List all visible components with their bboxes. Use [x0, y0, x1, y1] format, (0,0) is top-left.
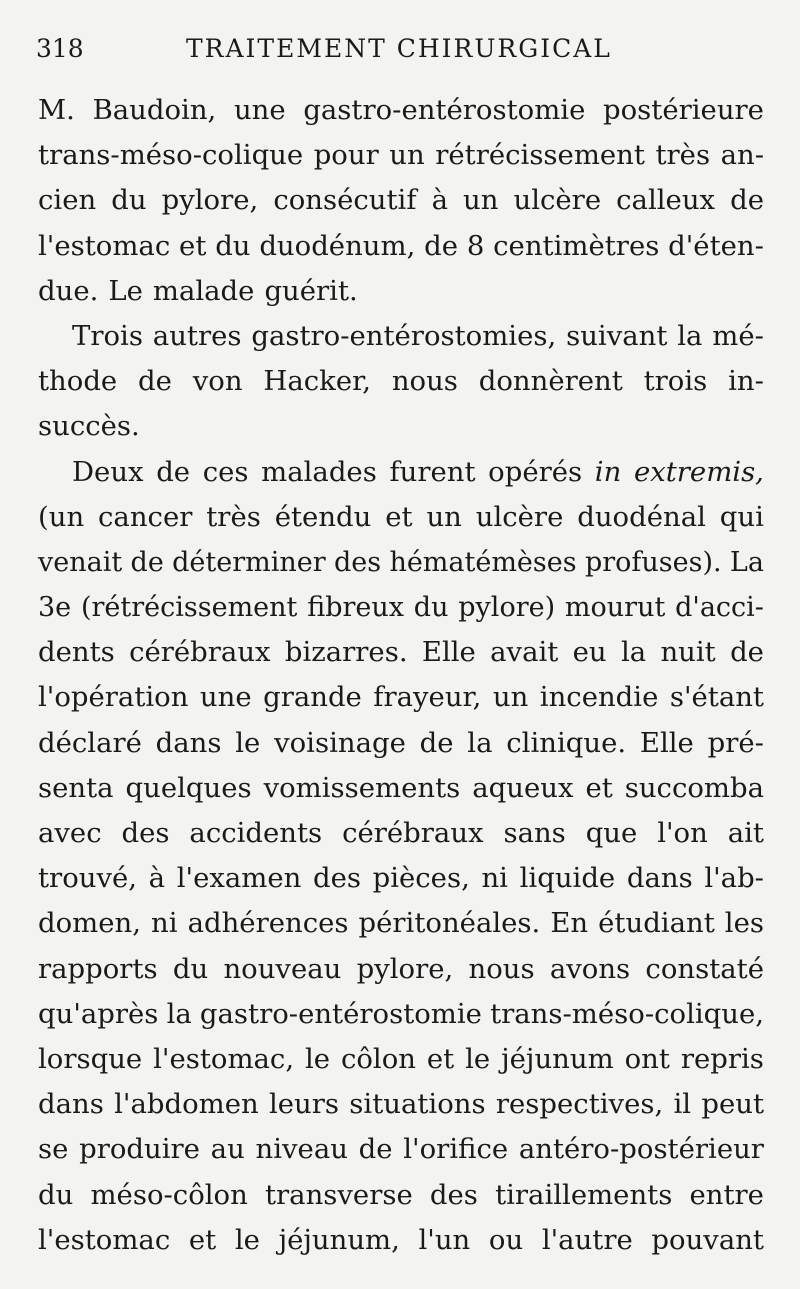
word: le — [234, 1223, 260, 1256]
word: nouveau — [223, 952, 342, 985]
word: ont — [624, 1042, 670, 1075]
word: l'opération — [38, 681, 189, 714]
word: une — [233, 94, 286, 126]
word: l'estomac, — [153, 1042, 295, 1075]
word: thode — [38, 365, 118, 398]
word: mé- — [712, 319, 764, 352]
word: domen, — [38, 907, 141, 940]
word: gastro-entérostomie — [303, 94, 586, 126]
word: ou — [488, 1223, 524, 1256]
word: de — [730, 184, 764, 217]
word: profuses). — [584, 546, 722, 578]
text-line — [38, 721, 764, 766]
word: entre — [689, 1178, 764, 1211]
word: déclaré — [38, 726, 142, 759]
word: l'examen — [176, 862, 302, 895]
text-line — [38, 1218, 764, 1263]
word: qui — [719, 500, 764, 533]
word: liquide — [519, 862, 616, 895]
word: d'éten- — [668, 229, 764, 262]
word: de — [156, 455, 191, 488]
word: venait — [38, 546, 123, 578]
word: avait — [490, 636, 559, 669]
word: Deux — [72, 455, 144, 488]
word: mourut — [564, 592, 666, 624]
word: et — [585, 771, 613, 804]
word: transverse — [264, 1178, 413, 1211]
text-line — [38, 1173, 764, 1218]
word: 3e — [38, 592, 72, 624]
word: dans — [38, 1088, 104, 1121]
word: donnèrent — [478, 365, 623, 398]
word: repris — [680, 1042, 764, 1075]
word: incendie — [539, 681, 659, 714]
text-line — [38, 856, 764, 901]
text-line — [38, 404, 764, 449]
word: von — [192, 365, 243, 398]
text-line — [38, 540, 764, 585]
word: de — [730, 636, 764, 669]
word: nous — [391, 365, 458, 398]
word: postérieure — [603, 94, 764, 126]
text-line — [38, 585, 764, 630]
word: pour — [313, 139, 379, 172]
text-line — [38, 495, 764, 540]
text-line — [38, 1082, 764, 1127]
word: vomissements — [263, 771, 461, 804]
word: trois — [643, 365, 708, 398]
word: de — [424, 229, 459, 262]
word: voisinage — [274, 726, 406, 759]
word: au — [210, 1133, 245, 1166]
word: les — [724, 907, 764, 940]
word: pylore) — [458, 592, 556, 624]
word: ait — [727, 817, 764, 849]
word: bizarres. — [284, 636, 408, 669]
word: de — [130, 546, 164, 578]
word: frayeur, — [373, 681, 482, 714]
word: étendu — [274, 500, 372, 533]
word: centimètres — [493, 229, 660, 262]
word: de — [138, 365, 172, 398]
word: grande — [263, 681, 362, 714]
word: dans — [155, 726, 222, 759]
word: succomba — [624, 771, 764, 804]
word: duodénum, — [259, 229, 416, 262]
word: M. — [38, 94, 75, 126]
word: nous — [468, 952, 535, 985]
word: antéro-postérieur — [518, 1133, 764, 1166]
page-number: 318 — [36, 34, 84, 63]
word: côlon — [340, 1042, 416, 1075]
word: Hacker, — [263, 365, 371, 398]
word: respectives, — [495, 1088, 664, 1121]
word: cérébraux — [342, 817, 484, 849]
word: méso-côlon — [90, 1178, 248, 1211]
word: ulcère — [475, 500, 564, 533]
word: pylore, — [161, 184, 259, 217]
word: senta — [38, 771, 114, 804]
word: Elle — [421, 636, 476, 669]
word: s'étant — [669, 681, 764, 714]
word: un — [426, 500, 462, 533]
text-line — [38, 88, 764, 133]
word: adhérences — [187, 907, 349, 940]
word: opérés — [488, 455, 583, 488]
word: guérit. — [264, 274, 358, 307]
word: que — [585, 817, 638, 849]
word: des — [312, 862, 361, 895]
text-line — [38, 992, 764, 1037]
word: jéjunum — [501, 1042, 614, 1075]
word: une — [199, 681, 252, 714]
word: étudiant — [598, 907, 715, 940]
word: Baudoin, — [92, 94, 217, 126]
word: ces — [202, 455, 249, 488]
word: cancer — [98, 500, 193, 533]
word: (rétrécissement — [80, 592, 298, 624]
word: d'acci- — [675, 592, 764, 624]
word: et — [188, 1223, 217, 1256]
word: péritonéales. — [358, 907, 541, 940]
word: Elle — [639, 726, 694, 759]
word: un — [492, 681, 529, 714]
word: jéjunum, — [278, 1223, 400, 1256]
word: un — [389, 139, 425, 172]
text-line — [38, 1127, 764, 1172]
word: ni — [481, 862, 508, 895]
text-line — [38, 947, 764, 992]
word: l'un — [418, 1223, 471, 1256]
word: avons — [549, 952, 631, 985]
word: déterminer — [172, 546, 326, 578]
word: calleux — [616, 184, 716, 217]
word: produire — [79, 1133, 200, 1166]
word: et — [179, 229, 207, 262]
word: des — [121, 817, 170, 849]
word: situations — [349, 1088, 486, 1121]
word: des — [333, 546, 382, 578]
text-line — [38, 224, 764, 269]
word: à — [431, 184, 448, 217]
word: rapports — [38, 952, 158, 985]
word: gastro-entérostomie — [199, 997, 482, 1030]
word: succès. — [38, 410, 140, 443]
word: l'on — [657, 817, 708, 849]
word: Trois — [72, 319, 143, 352]
word: la — [677, 319, 703, 352]
word: le — [465, 1042, 491, 1075]
word: consécutif — [273, 184, 417, 217]
word: suivant — [566, 319, 668, 352]
word: in- — [728, 365, 764, 398]
word: malades — [261, 455, 377, 488]
word: l'estomac — [38, 1223, 171, 1256]
word: très — [655, 139, 711, 172]
text-line — [38, 314, 764, 359]
word: du — [413, 592, 449, 624]
word: du — [111, 184, 147, 217]
word: l'abdomen — [114, 1088, 259, 1121]
word: eu — [572, 636, 607, 669]
word: tiraillements — [495, 1178, 673, 1211]
word: et — [426, 1042, 455, 1075]
word: l'estomac — [38, 229, 171, 262]
word: trouvé, — [38, 862, 138, 895]
word: il — [673, 1088, 692, 1121]
word: due. — [38, 274, 99, 307]
text-line — [38, 901, 764, 946]
word: En — [550, 907, 589, 940]
word: un — [463, 184, 499, 217]
text-line — [38, 675, 764, 720]
word: quelques — [125, 771, 252, 804]
word: constaté — [645, 952, 764, 985]
word: le — [235, 726, 261, 759]
word: l'ab- — [704, 862, 764, 895]
text-line — [38, 269, 764, 314]
word: aqueux — [472, 771, 574, 804]
word: rétrécissement — [435, 139, 645, 172]
word: de — [419, 726, 454, 759]
text-line — [38, 811, 764, 856]
word: pylore, — [356, 952, 454, 985]
word: la — [166, 997, 192, 1030]
word: niveau — [255, 1133, 348, 1166]
text-line — [38, 1037, 764, 1082]
word: gastro-entérostomies, — [251, 319, 557, 352]
body-text — [38, 88, 764, 1263]
word: duodénal — [577, 500, 706, 533]
text-line — [38, 178, 764, 223]
word: trans-méso-colique, — [490, 997, 764, 1030]
word: 8 — [466, 229, 485, 262]
word: et — [385, 500, 413, 533]
running-head — [36, 34, 636, 74]
word: pièces, — [372, 862, 470, 895]
word: l'orifice — [403, 1133, 509, 1166]
word: autres — [152, 319, 242, 352]
word: la — [620, 636, 647, 669]
word: sans — [503, 817, 566, 849]
text-line — [38, 133, 764, 178]
word: de — [358, 1133, 393, 1166]
word: dents — [38, 636, 115, 669]
word: du — [215, 229, 251, 262]
word: le — [304, 1042, 331, 1075]
word: leurs — [268, 1088, 340, 1121]
running-title: TRAITEMENT CHIRURGICAL — [186, 34, 612, 63]
word: Le — [108, 274, 143, 307]
word: hématémèses — [389, 546, 577, 578]
text-line — [38, 359, 764, 404]
word: très — [206, 500, 261, 533]
word: du — [172, 952, 209, 985]
word: peut — [701, 1088, 764, 1121]
text-line — [38, 630, 764, 675]
word: la — [467, 726, 493, 759]
word: qu'après — [38, 997, 159, 1030]
italic-word: in — [594, 455, 622, 488]
word: lorsque — [38, 1042, 143, 1075]
word: accidents — [189, 817, 323, 849]
word: trans-méso-colique — [38, 139, 304, 172]
word: des — [429, 1178, 478, 1211]
word: l'autre — [541, 1223, 633, 1256]
word: pré- — [707, 726, 764, 759]
word: fibreux — [307, 592, 404, 624]
word: cien — [38, 184, 97, 217]
word: an- — [720, 139, 764, 172]
word: La — [729, 546, 764, 578]
text-line — [38, 766, 764, 811]
word: pouvant — [651, 1223, 764, 1256]
word: malade — [152, 274, 255, 307]
word: nuit — [660, 636, 716, 669]
word: dans — [626, 862, 693, 895]
word: du — [38, 1178, 74, 1211]
word: à — [148, 862, 166, 895]
text-line-with-italic — [38, 450, 764, 495]
word: ni — [151, 907, 178, 940]
word: cérébraux — [129, 636, 271, 669]
word: (un — [38, 500, 85, 533]
italic-word: extremis, — [633, 455, 764, 488]
word: furent — [389, 455, 476, 488]
word: avec — [38, 817, 102, 849]
word: clinique. — [506, 726, 627, 759]
word: ulcère — [513, 184, 602, 217]
word: se — [38, 1133, 69, 1166]
